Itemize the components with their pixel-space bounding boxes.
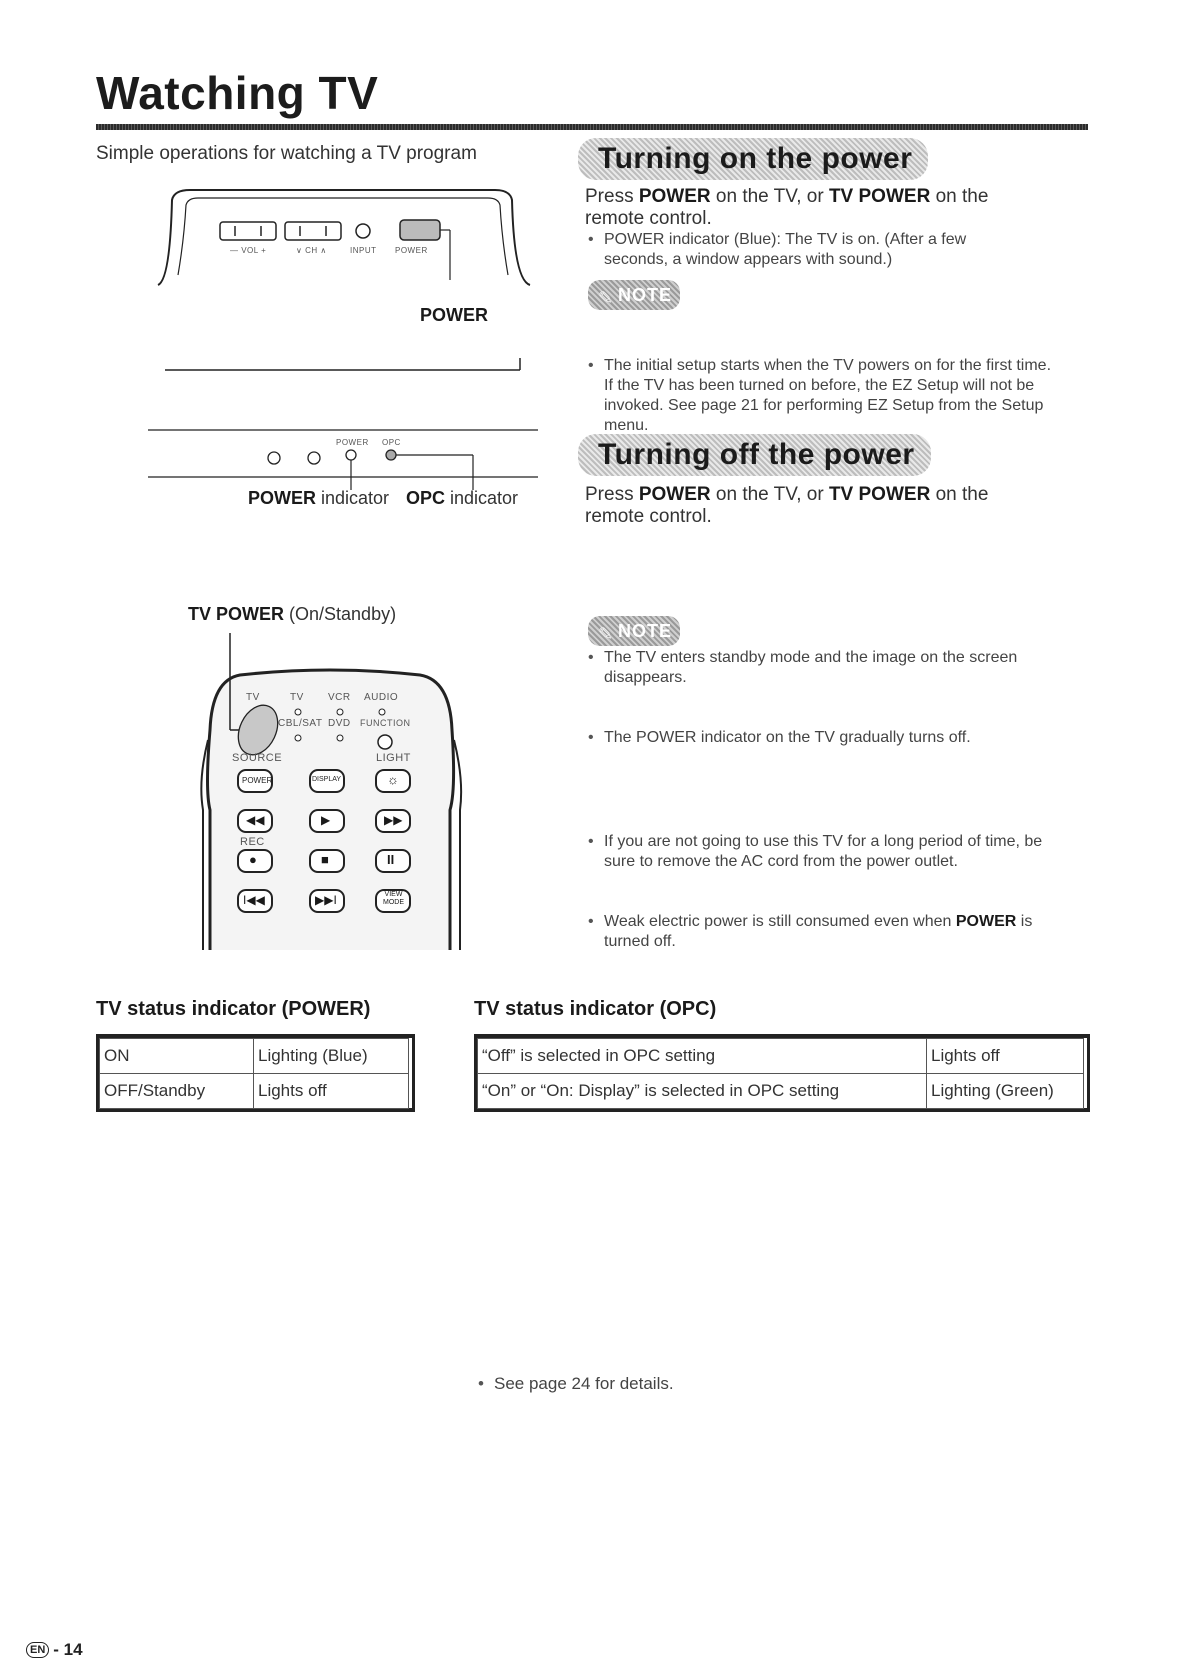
view-mode-button[interactable]: VIEW MODE	[383, 891, 404, 906]
opc-setting: “On” or “On: Display” is selected in OPC setting	[478, 1074, 927, 1109]
pause-button[interactable]: II	[387, 852, 395, 867]
indicator-power-small: POWER	[336, 438, 369, 447]
power-status-heading: TV status indicator (POWER)	[96, 998, 371, 1020]
remote-audio-label: AUDIO	[364, 692, 399, 703]
power-status-table	[99, 1038, 409, 1109]
ch-label: ∨ CH ∧	[296, 246, 327, 255]
remote-vcr-label: VCR	[328, 692, 351, 703]
page-number: - 14	[53, 1640, 83, 1659]
table-row	[100, 1074, 409, 1109]
power-indicator-label: POWER indicator	[248, 488, 390, 508]
turn-on-bullet: • POWER indicator (Blue): The TV is on. (After a few seconds, a window appears with sound.)	[588, 230, 1004, 270]
pencil-icon: ✎	[598, 624, 615, 644]
turn-off-note-badge: ✎ NOTE	[588, 616, 680, 646]
remote-tv2-label: TV	[290, 692, 304, 703]
status-light: Lights off	[254, 1074, 409, 1109]
remote-dvd-label: DVD	[328, 718, 351, 729]
turn-off-instruction: Press POWER on the TV, or TV POWER on the remote control.	[585, 484, 989, 527]
input-label: INPUT	[350, 246, 377, 255]
turn-on-instruction: Press POWER on the TV, or TV POWER on the remote control.	[585, 186, 989, 229]
turn-off-note-2: • Weak electric power is still consumed even when POWER is turned off.	[588, 912, 1060, 952]
opc-status-table	[477, 1038, 1084, 1109]
record-button[interactable]: ●	[249, 852, 257, 867]
indicator-diagram	[138, 420, 548, 530]
table-row	[478, 1074, 1084, 1109]
remote-rec-label: REC	[240, 836, 265, 848]
status-light: Lighting (Blue)	[254, 1039, 409, 1074]
turn-on-note-badge: ✎ NOTE	[588, 280, 680, 310]
remote-light-label: LIGHT	[376, 752, 411, 764]
opc-footnote: • See page 24 for details.	[478, 1374, 1180, 1394]
turn-off-note-1: • If you are not going to use this TV for a long period of time, be sure to remove the AC cord from the power outlet.	[588, 832, 1060, 872]
remote-tv-label: TV	[246, 692, 260, 703]
tv-panel-diagram	[130, 180, 550, 380]
remote-cblsat-label: CBL/SAT	[278, 718, 323, 729]
remote-callout: TV POWER (On/Standby)	[188, 604, 397, 624]
turn-off-bullet-2: • The POWER indicator on the TV gradually turns off.	[588, 728, 1060, 748]
skip-back-button[interactable]: I◀◀	[243, 893, 265, 907]
opc-light: Lights off	[927, 1039, 1084, 1074]
remote-power-button[interactable]: POWER	[242, 776, 273, 785]
stop-button[interactable]: ■	[321, 852, 329, 867]
page-subtitle: Simple operations for watching a TV program	[96, 143, 477, 164]
opc-indicator-label: OPC indicator	[406, 488, 519, 508]
page-title: Watching TV	[96, 67, 379, 119]
language-badge: EN	[26, 1642, 49, 1658]
turn-on-heading: Turning on the power	[578, 138, 928, 180]
skip-forward-button[interactable]: ▶▶I	[315, 893, 337, 907]
turn-off-heading: Turning off the power	[578, 434, 931, 476]
pencil-icon: ✎	[598, 288, 615, 308]
power-callout: POWER	[420, 305, 489, 325]
remote-diagram	[200, 630, 470, 950]
turn-off-bullet-1: • The TV enters standby mode and the image on the screen disappears.	[588, 648, 1060, 688]
status-state: OFF/Standby	[100, 1074, 254, 1109]
remote-function-label: FUNCTION	[360, 718, 411, 728]
fast-forward-button[interactable]: ▶▶	[384, 813, 403, 827]
remote-light-button[interactable]: ☼	[387, 772, 399, 787]
tv-panel-outline	[130, 180, 550, 380]
rewind-button[interactable]: ◀◀	[246, 813, 265, 827]
remote-source-label: SOURCE	[232, 752, 283, 764]
power-small-label: POWER	[395, 246, 428, 255]
status-state: ON	[100, 1039, 254, 1074]
table-row	[478, 1039, 1084, 1074]
opc-status-heading: TV status indicator (OPC)	[474, 998, 717, 1020]
vol-label: — VOL +	[230, 246, 267, 255]
opc-light: Lighting (Green)	[927, 1074, 1084, 1109]
indicator-opc-small: OPC	[382, 438, 401, 447]
page-footer	[26, 1640, 83, 1660]
table-row	[100, 1039, 409, 1074]
title-rule	[96, 124, 1088, 130]
opc-setting: “Off” is selected in OPC setting	[478, 1039, 927, 1074]
remote-display-button[interactable]: DISPLAY	[312, 776, 342, 783]
play-button[interactable]: ▶	[321, 813, 331, 827]
turn-on-note: • The initial setup starts when the TV powers on for the first time. If the TV has been turned on before, the EZ Setup will not be invoked. See page 21 for performing EZ Setup from the Setup menu.	[588, 356, 1060, 436]
